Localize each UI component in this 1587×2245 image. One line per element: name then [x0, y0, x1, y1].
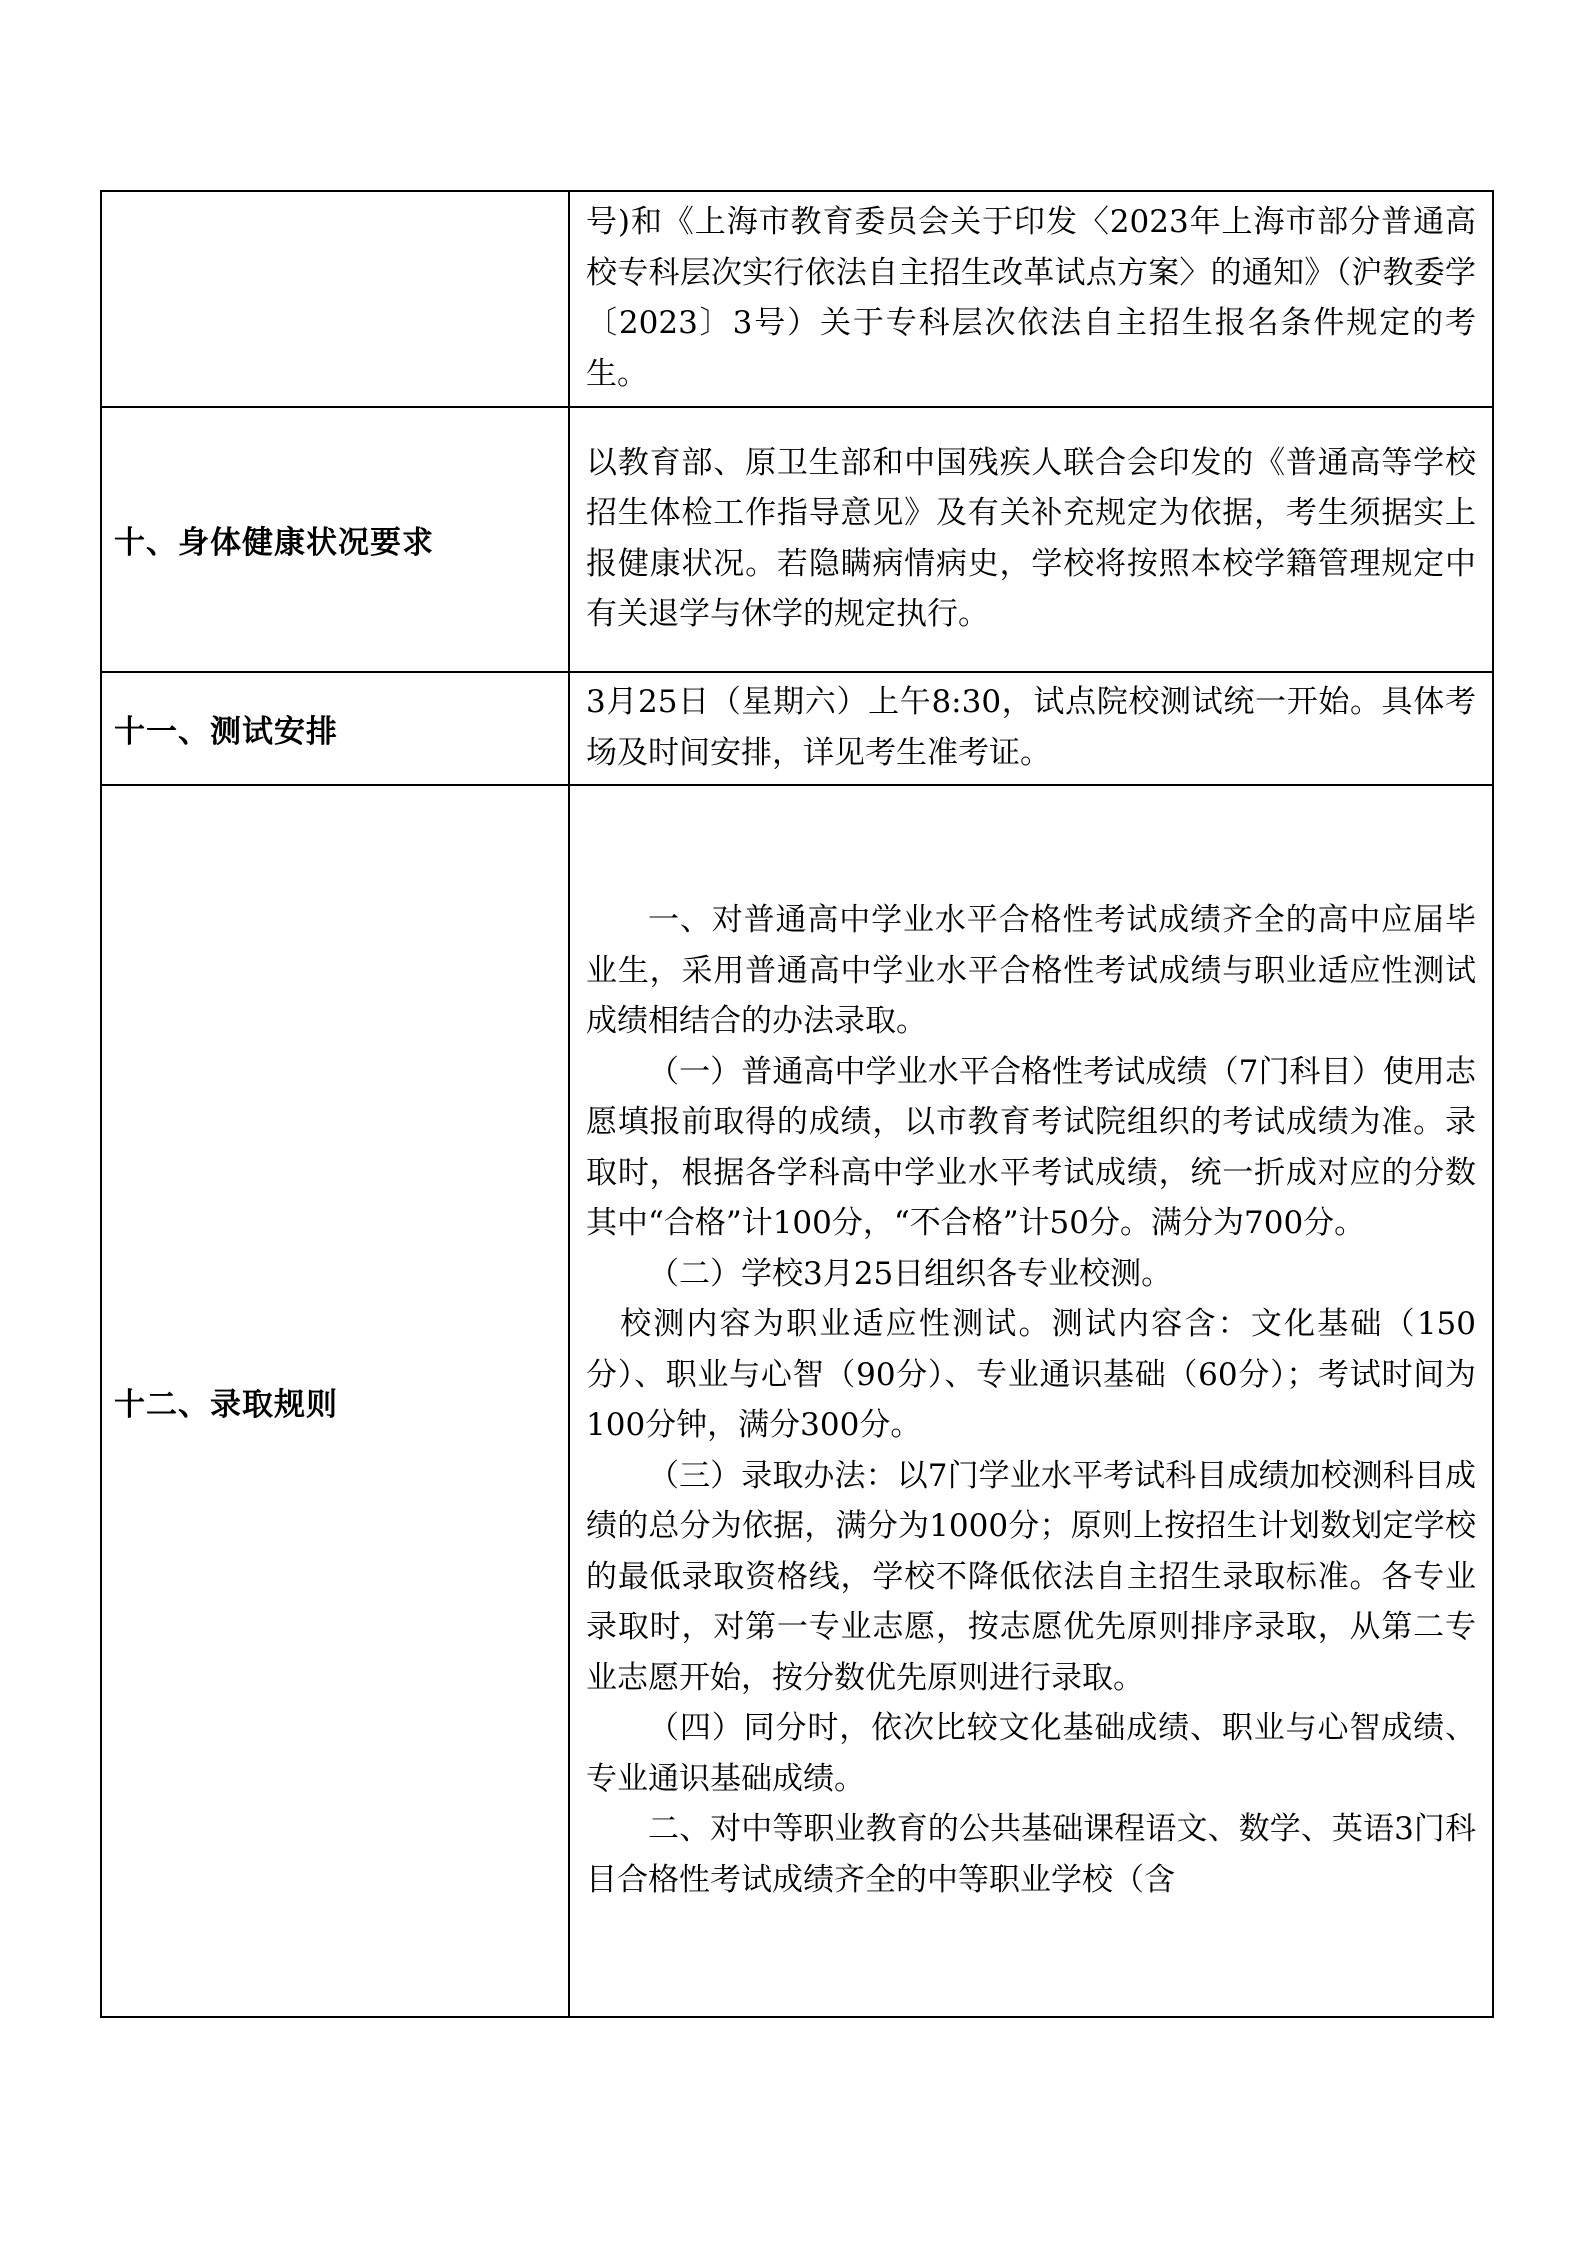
content-paragraph: 一、对普通高中学业水平合格性考试成绩齐全的高中应届毕业生，采用普通高中学业水平合格性考试成绩与职业适应性测试成绩相结合的办法录取。	[586, 902, 1476, 1039]
row-content-cell	[569, 672, 1493, 785]
row-content-cell	[569, 785, 1493, 2017]
row-label: 十一、测试安排	[114, 714, 338, 750]
content-paragraph: （四）同分时，依次比较文化基础成绩、职业与心智成绩、专业通识基础成绩。	[586, 1710, 1476, 1797]
table-row-admission-rules	[101, 785, 1493, 2017]
table-row-health-requirements	[101, 407, 1493, 672]
row-content-cell	[569, 191, 1493, 407]
row-label: 十二、录取规则	[114, 1386, 338, 1423]
content-paragraph: 校测内容为职业适应性测试。测试内容含：文化基础（150分）、职业与心智（90分）、专业通识基础（60分）；考试时间为100分钟，满分300分。	[586, 1306, 1476, 1443]
row-content-cell	[569, 407, 1493, 672]
content-paragraph: 号)和《上海市教育委员会关于印发〈2023年上海市部分普通高校专科层次实行依法自主招生改革试点方案〉的通知》（沪教委学〔2023〕3号）关于专科层次依法自主招生报名条件规定的考生。	[586, 204, 1476, 392]
table-row-test-arrangement	[101, 672, 1493, 785]
content-paragraph: （二）学校3月25日组织各专业校测。	[648, 1255, 1173, 1292]
content-paragraph: 以教育部、原卫生部和中国残疾人联合会印发的《普通高等学校招生体检工作指导意见》及有关补充规定为依据，考生须据实上报健康状况。若隐瞒病情病史，学校将按照本校学籍管理规定中有关退学与休学的规定执行。	[586, 444, 1476, 632]
admission-info-table	[100, 190, 1494, 2018]
content-paragraph: （一）普通高中学业水平合格性考试成绩（7门科目）使用志愿填报前取得的成绩，以市教育考试院组织的考试成绩为准。录取时，根据各学科高中学业水平考试成绩，统一折成对应的分数其中“合格”计100分，“不合格”计50分。满分为700分。	[586, 1053, 1476, 1241]
content-paragraph: （三）录取办法：以7门学业水平考试科目成绩加校测科目成绩的总分为依据，满分为1000分；原则上按招生计划数划定学校的最低录取资格线，学校不降低依法自主招生录取标准。各专业录取时，对第一专业志愿，按志愿优先原则排序录取，从第二专业志愿开始，按分数优先原则进行录取。	[586, 1457, 1476, 1696]
row-label-cell	[101, 191, 569, 407]
row-label-cell	[101, 407, 569, 672]
table-row-eligibility-continued	[101, 191, 1493, 407]
row-label-cell	[101, 672, 569, 785]
content-paragraph: 二、对中等职业教育的公共基础课程语文、数学、英语3门科目合格性考试成绩齐全的中等职业学校（含	[586, 1811, 1476, 1898]
row-label: 十、身体健康状况要求	[114, 525, 434, 561]
content-paragraph: 3月25日（星期六）上午8:30，试点院校测试统一开始。具体考场及时间安排，详见考生准考证。	[586, 684, 1476, 771]
row-label-cell	[101, 785, 569, 2017]
